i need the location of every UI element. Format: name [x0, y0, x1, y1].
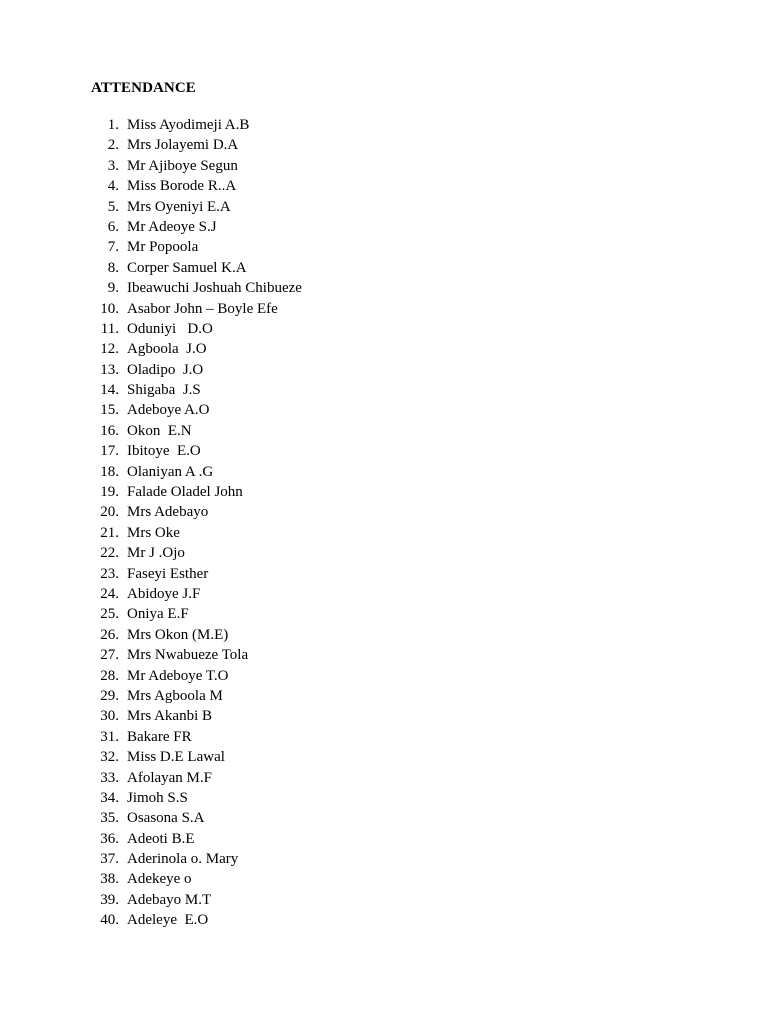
list-item-number: 19.: [100, 484, 119, 501]
list-item-number: 20.: [100, 504, 119, 521]
list-item-name: Abidoye J.F: [127, 585, 201, 602]
list-item-number: 29.: [100, 687, 119, 704]
list-item-name: Mr Popoola: [127, 239, 199, 256]
list-item-number: 8.: [107, 259, 119, 276]
list-item-name: Oduniyi D.O: [127, 320, 213, 337]
list-item-name: Faseyi Esther: [127, 565, 209, 582]
list-item: [91, 319, 302, 339]
list-item-name: Mrs Nwabueze Tola: [127, 647, 249, 664]
list-item-number: 6.: [107, 218, 119, 235]
list-item-number: 33.: [100, 769, 119, 786]
list-item: [91, 197, 302, 217]
list-item-name: Mrs Jolayemi D.A: [127, 137, 239, 154]
list-item: [91, 421, 302, 441]
list-item: [91, 523, 302, 543]
list-item: [91, 808, 302, 828]
list-item-name: Miss D.E Lawal: [127, 749, 225, 766]
list-item-name: Adeleye E.O: [127, 912, 209, 929]
list-item: [91, 645, 302, 665]
list-item-name: Adeoti B.E: [127, 830, 195, 847]
list-item: [91, 502, 302, 522]
list-item: [91, 686, 302, 706]
list-item: [91, 543, 302, 563]
list-item: [91, 441, 302, 461]
list-item-name: Mrs Agboola M: [127, 687, 223, 704]
list-item-name: Adebayo M.T: [127, 891, 212, 908]
list-item-name: Ibeawuchi Joshuah Chibueze: [127, 280, 302, 297]
list-item: [91, 849, 302, 869]
list-item: [91, 258, 302, 278]
list-item: [91, 360, 302, 380]
list-item: [91, 156, 302, 176]
list-item: [91, 890, 302, 910]
list-item-number: 39.: [100, 891, 119, 908]
list-item: [91, 604, 302, 624]
list-item-name: Jimoh S.S: [127, 789, 188, 806]
list-item: [91, 462, 302, 482]
list-item: [91, 625, 302, 645]
list-item-number: 21.: [100, 524, 119, 541]
list-item: [91, 829, 302, 849]
list-item-number: 32.: [100, 749, 119, 766]
list-item-number: 27.: [100, 647, 119, 664]
list-item-name: Corper Samuel K.A: [127, 259, 247, 276]
list-item-number: 18.: [100, 463, 119, 480]
list-item-number: 7.: [107, 239, 119, 256]
list-item-name: Mr Ajiboye Segun: [127, 157, 238, 174]
list-item: [91, 135, 302, 155]
list-item-number: 11.: [100, 320, 119, 337]
list-item-name: Osasona S.A: [127, 810, 205, 827]
attendance-list: [91, 115, 302, 931]
list-item-number: 10.: [100, 300, 119, 317]
list-item-number: 3.: [107, 157, 119, 174]
list-item: [91, 400, 302, 420]
list-item-name: Agboola J.O: [127, 341, 207, 358]
list-item: [91, 869, 302, 889]
list-item: [91, 339, 302, 359]
list-item-name: Mrs Oke: [127, 524, 180, 541]
list-item-number: 38.: [100, 871, 119, 888]
list-item-name: Asabor John – Boyle Efe: [127, 300, 278, 317]
list-item-number: 25.: [100, 606, 119, 623]
list-item: [91, 217, 302, 237]
list-item-name: Falade Oladel John: [127, 484, 243, 501]
list-item: [91, 666, 302, 686]
list-item-name: Mr Adeoye S.J: [127, 218, 217, 235]
list-item-name: Oniya E.F: [127, 606, 189, 623]
list-item-name: Mr Adeboye T.O: [127, 667, 229, 684]
list-item: [91, 176, 302, 196]
list-item-name: Ibitoye E.O: [127, 443, 201, 460]
list-item-name: Adekeye o: [127, 871, 192, 888]
list-item: [91, 299, 302, 319]
list-item: [91, 380, 302, 400]
list-item-name: Mrs Oyeniyi E.A: [127, 198, 231, 215]
list-item-number: 13.: [100, 361, 119, 378]
list-item-name: Shigaba J.S: [127, 382, 201, 399]
list-item-name: Mrs Okon (M.E): [127, 626, 229, 643]
list-item-number: 17.: [100, 443, 119, 460]
list-item-number: 23.: [100, 565, 119, 582]
list-item-number: 16.: [100, 422, 119, 439]
list-item-name: Bakare FR: [127, 728, 192, 745]
list-item-number: 12.: [100, 341, 119, 358]
list-item: [91, 237, 302, 257]
list-item-number: 31.: [100, 728, 119, 745]
list-item-number: 37.: [100, 851, 119, 868]
list-item: [91, 727, 302, 747]
list-item-number: 5.: [107, 198, 119, 215]
list-item-name: Mrs Adebayo: [127, 504, 209, 521]
list-item: [91, 278, 302, 298]
list-item: [91, 768, 302, 788]
list-item-number: 22.: [100, 545, 119, 562]
list-item-name: Miss Ayodimeji A.B: [127, 117, 250, 133]
list-item: [91, 747, 302, 767]
list-item-number: 34.: [100, 789, 119, 806]
list-item-name: Olaniyan A .G: [127, 463, 214, 480]
list-item-name: Okon E.N: [127, 422, 192, 439]
list-item: [91, 584, 302, 604]
list-item-number: 9.: [107, 280, 119, 297]
list-item-name: Mr J .Ojo: [127, 545, 185, 562]
document-heading: ATTENDANCE: [91, 80, 196, 96]
list-item: [91, 788, 302, 808]
list-item-number: 36.: [100, 830, 119, 847]
list-item: [91, 910, 302, 930]
list-item-number: 30.: [100, 708, 119, 725]
list-item: [91, 115, 302, 135]
list-item-number: 15.: [100, 402, 119, 419]
list-item-number: 24.: [100, 585, 119, 602]
list-item: [91, 706, 302, 726]
list-item-name: Mrs Akanbi B: [127, 708, 213, 725]
list-item: [91, 564, 302, 584]
list-item-number: 1.: [107, 117, 119, 133]
list-item-number: 35.: [100, 810, 119, 827]
list-item-number: 40.: [100, 912, 119, 929]
list-item-name: Adeboye A.O: [127, 402, 210, 419]
list-item: [91, 482, 302, 502]
list-item-name: Afolayan M.F: [127, 769, 212, 786]
list-item-number: 28.: [100, 667, 119, 684]
list-item-name: Oladipo J.O: [127, 361, 204, 378]
list-item-number: 26.: [100, 626, 119, 643]
list-item-name: Miss Borode R..A: [127, 178, 237, 195]
list-item-number: 4.: [107, 178, 119, 195]
list-item-number: 2.: [107, 137, 119, 154]
list-item-name: Aderinola o. Mary: [127, 851, 239, 868]
list-item-number: 14.: [100, 382, 119, 399]
